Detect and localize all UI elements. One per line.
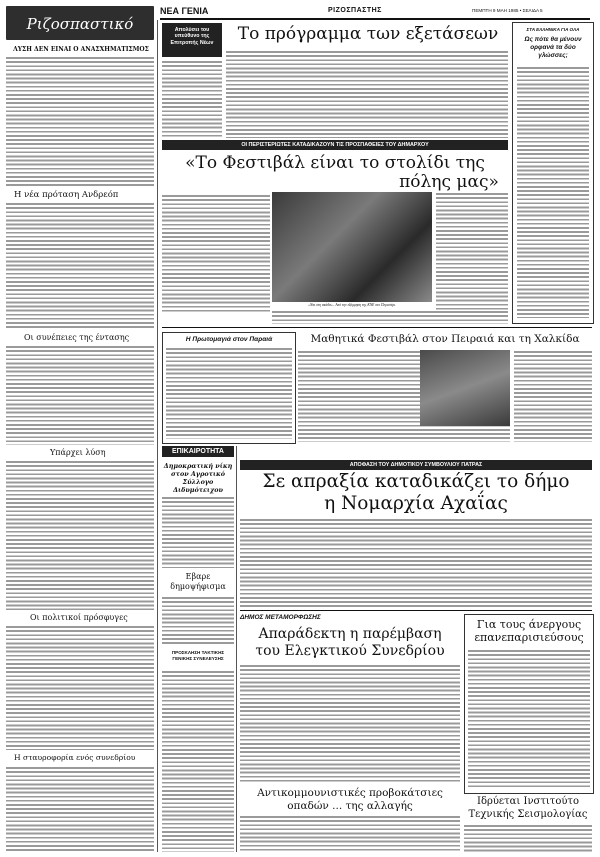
- current-affairs-band: ΕΠΙΚΑΙΡΟΤΗΤΑ: [162, 446, 234, 457]
- patras-rule: [240, 610, 592, 611]
- festival-text-bottom: [272, 310, 508, 324]
- patras-headline-line1: Σε απραξία καταδικάζει το δήμο: [262, 471, 570, 492]
- sidebar-subhead-1: Η νέα πρόταση Ανδρεόπ: [14, 190, 119, 200]
- language-box: [512, 22, 594, 324]
- festival-rule: [162, 327, 592, 328]
- masthead-rule: [160, 18, 590, 20]
- assembly-invite-title: ΠΡΟΣΚΛΗΣΗ ΤΑΚΤΙΚΗΣ ΓΕΝΙΚΗΣ ΣΥΝΕΛΕΥΣΗΣ: [171, 650, 225, 661]
- seismology-headline-line2: Τεχνικής Σεισμολογίας: [468, 809, 588, 820]
- metamorfosi-kicker: ΔΗΜΟΣ ΜΕΤΑΜΟΡΦΩΣΗΣ: [240, 614, 321, 621]
- patras-band: ΑΠΟΦΑΣΗ ΤΟΥ ΔΗΜΟΤΙΚΟΥ ΣΥΜΒΟΥΛΙΟΥ ΠΑΤΡΑΣ: [240, 460, 592, 470]
- metamorfosi-text: [240, 664, 460, 784]
- mayday-box-text: [166, 347, 292, 439]
- festival-headline-line2: πόλης μας»: [399, 172, 499, 192]
- section-label: ΝΕΑ ΓΕΝΙΑ: [160, 6, 209, 16]
- sidebar-text-3: [6, 345, 154, 445]
- festival-band: ΟΙ ΠΕΡΙΣΤΕΡΙΩΤΕΣ ΚΑΤΑΔΙΚΑΖΟΥΝ ΤΙΣ ΠΡΟΣΠΑΘΕΙΕΣ ΤΟΥ ΔΗΜΑΡΧΟΥ: [162, 140, 508, 150]
- piraeus-text-right: [514, 350, 592, 442]
- sidebar-text-5: [6, 625, 154, 750]
- seismology-text: [464, 824, 592, 852]
- sidebar-text-6: [6, 766, 154, 852]
- referendum-text: [162, 596, 234, 646]
- sidebar-text-2: [6, 202, 154, 330]
- unemployed-text: [468, 649, 590, 787]
- didymoteicho-title: Δημοκρατική νίκη στον Αγροτικό Σύλλογο Διδυμότειχου: [163, 462, 233, 494]
- piraeus-photo: [420, 350, 510, 426]
- sidebar-text-1: [6, 56, 154, 186]
- anticommunist-text: [240, 815, 460, 852]
- language-box-text: [517, 66, 589, 318]
- issue-date: ΠΕΜΠΤΗ 9 ΜΑΗ 1985 • ΣΕΛΙΔΑ 5: [472, 8, 543, 13]
- anticommunist-headline-line1: Αντικομμουνιστικές προβοκάτσιες: [257, 787, 443, 799]
- column-logo: [6, 6, 154, 40]
- piraeus-headline: Μαθητικά Φεστιβάλ στον Πειραιά και τη Χαλκίδα: [310, 333, 580, 345]
- exam-kicker: Απολύσει του υπεύθυνο της Επιτροπής Νέων: [170, 27, 214, 46]
- metamorfosi-headline-line1: Απαράδεκτη η παρέμβαση: [258, 626, 442, 642]
- festival-headline-line1: «Το Φεστιβάλ είναι το στολίδι της: [185, 153, 485, 173]
- exam-kicker-box: [162, 23, 222, 57]
- exam-text-photo-col: [162, 60, 222, 138]
- patras-headline-line2: η Νομαρχία Αχαΐας: [324, 493, 508, 514]
- mayday-box: [162, 332, 296, 444]
- language-box-title: Ως πότε θα μένουν ορφανά τα δύο γλώσσες;: [524, 36, 582, 59]
- sidebar-subhead-5: Η σταυροφορία ενός συνεδρίου: [14, 753, 136, 762]
- metamorfosi-headline-line2: του Ελεγκτικού Συνεδρίου: [255, 643, 445, 659]
- sidebar-subhead-2: Οι συνέπειες της έντασης: [24, 333, 130, 342]
- sidebar-divider: [157, 20, 158, 852]
- paper-name: ΡΙΖΟΣΠΑΣΤΗΣ: [328, 7, 382, 14]
- sidebar-subhead-3: Υπάρχει λύση: [50, 448, 106, 457]
- exam-text: [226, 50, 508, 138]
- unemployed-headline-line2: επανεπαρισιεύσους: [474, 631, 584, 644]
- seismology-headline-line1: Ιδρύεται Ινστιτούτο: [477, 796, 579, 807]
- column-logo-text: Ριζοσπαστικό: [26, 15, 134, 33]
- festival-text-left: [162, 194, 270, 312]
- assembly-invite-text: [162, 670, 234, 852]
- mayday-box-title: Η Πρωτομαγιά στον Παραιά: [185, 336, 273, 343]
- unemployed-headline-line1: Για τους άνεργους: [476, 618, 582, 631]
- festival-photo: [272, 192, 432, 302]
- unemployed-box: [464, 614, 594, 794]
- festival-text-right: [436, 192, 508, 312]
- exam-headline: Το πρόγραμμα των εξετάσεων: [237, 24, 499, 44]
- sidebar-text-4: [6, 460, 154, 610]
- left-col-divider: [236, 446, 237, 852]
- anticommunist-headline-line2: οπαδών ... της αλλαγής: [287, 800, 413, 812]
- sidebar-lead-title: ΛΥΣΗ ΔΕΝ ΕΙΝΑΙ Ο ΑΝΑΣΧΗΜΑΤΙΣΜΟΣ: [13, 46, 149, 53]
- language-box-kicker: ΣΤΑ ΕΛΛΗΝΙΚΑ ΓΙΑ ΟΛΑ: [526, 27, 580, 32]
- didymoteicho-text: [162, 496, 234, 568]
- patras-text: [240, 518, 592, 608]
- referendum-title: Εβαρε δημοψήφισμα: [170, 572, 226, 591]
- festival-photo-caption: «Ναι στη ακάδα».. Από την εξόρμηση της ΚΝΕ στο Περιστέρι.: [308, 303, 396, 307]
- sidebar-subhead-4: Οι πολιτικοί πρόσφυγες: [30, 613, 128, 622]
